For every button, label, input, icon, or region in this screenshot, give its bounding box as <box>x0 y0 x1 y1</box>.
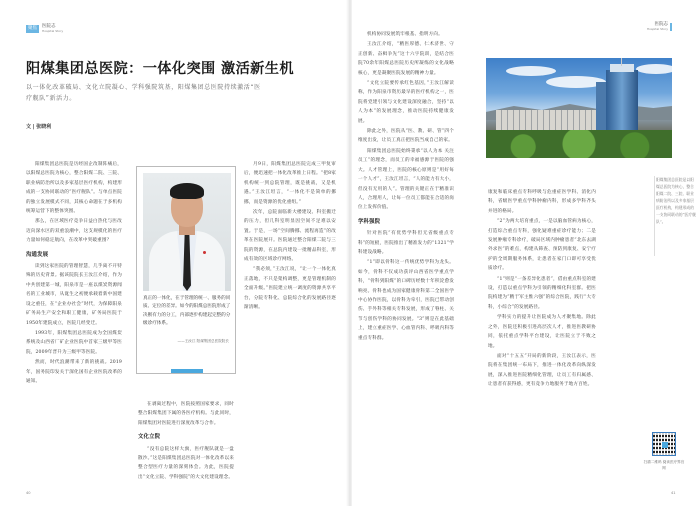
sidenote-divider <box>654 176 655 256</box>
paragraph: 机构协同发展筑牢根基、指明方向。 <box>367 32 443 37</box>
article-title: 阳煤集团总医院：一体化突围 激活新生机 <box>26 61 294 77</box>
section-sublabel: Hospital Story <box>646 27 668 31</box>
paragraph: 月9日，阳煤集团总医院完成三甲复审后，便迅速把一体化改革推上日程。“把8家机构统一到总院管理，既是挑战，又是机遇。”王汝江坦言，“一体化不是简单的挪挪，而是资源的优化重组。” <box>244 162 336 205</box>
section-label-text: 医院志 <box>42 24 56 29</box>
left-column-1 <box>26 160 122 387</box>
paragraph: 然而，时代浪潮带来了新的挑战。2019年，国务院印发关于深化国有企业医院改革的通知。 <box>26 360 122 384</box>
portrait-hair <box>170 183 204 199</box>
pull-quote-attribution: ——王汝江 阳煤集团总医院院长 <box>177 339 229 343</box>
pull-quote-text: 真正的一体化，在于管理的统一、服务的同质、定位的差异。如今的阳煤总医院形成了决断有力的分工，内部逐步构建起完整的分级诊疗体系。 <box>143 296 231 327</box>
left-column-2 <box>138 400 234 483</box>
qr-logo-icon <box>662 442 668 448</box>
accent-bar <box>171 369 203 373</box>
paragraph: 阳煤集团总医院始终秉承“以人为本 关注员工”的理念，而员工的幸福感源于医院的强大。人才管理上，医院的核心原则是“用好每一个人才”，王汝江坦言，“人的能力有大小，但没有无用的人”。管理的关键正在于精准识人，合理用人，让每一位员工都能在合适的岗位上发挥价值。 <box>358 148 454 211</box>
antenna <box>621 58 622 66</box>
right-page <box>352 0 700 506</box>
tower-top <box>610 64 634 72</box>
section-sublabel: Hospital Story <box>42 29 64 33</box>
page-number-left: 40 <box>26 491 31 495</box>
paragraph: 针对医院“有优势学科但无省级重点专科”的短板，医院推出了精准发力的“1321”学科建设战略。 <box>358 231 454 255</box>
section-label <box>42 24 63 34</box>
paragraph: 王汝江介绍，“精医厚德、仁术济世、守正创新、奋楫争先”这十六字院训，是结合医院70余年阳煤总医院历史所凝练的文化战略核心，更是凝聚医院发展的精神力量。 <box>358 42 454 76</box>
qr-code[interactable] <box>652 432 676 456</box>
paragraph: “1”即以骨科这一传统优势学科为龙头。如今，骨科不仅成功获评山西省医学重点学科，“骨科到阳煤”的口碑历经数十年积淀愈发响亮。骨科也成为国家健康骨科第二全国医学中心协作医院，以骨科为牵引，医院已带动创伤、手外科等相关专科发展，形成了脊柱、关节与创伤学科的协同发展。“3”则是在此基础上，建立重症医学、心血管内科、呼吸内科等重点专科群。 <box>358 260 454 341</box>
hospital-photo <box>486 58 672 158</box>
paragraph: 学科实力的提升让医院成为人才聚集地。除此之外，医院还积极引进高层次人才，推进医教研协同，依托重点学科平台建设，让医院立于不败之地。 <box>488 315 596 349</box>
paragraph: 除此之外，医院从“医、教、研、管”四个维度出发，让员工真正把医院当成自己的家。 <box>358 129 454 144</box>
left-column-3 <box>244 160 336 314</box>
paragraph: 在剥离过程中，医院按照国家要求，同时整合阳煤集团下属的各医疗机构。与此同时，阳煤集团对医院进行深度改革与合作。 <box>138 402 234 426</box>
article-byline: 文 | 张晓利 <box>26 124 52 130</box>
cloud <box>506 66 556 76</box>
portrait-pin <box>203 251 206 254</box>
section-header-left <box>26 24 63 34</box>
paragraph: “文化立院要传承红色基因，”王汝江解读称，作为阳泉市资历最早的医疗机构之一，医院将党建引领与文化建设深度融合，坚持“以人为本”的发展理念，推动医院持续健康发展。 <box>358 81 454 124</box>
trees <box>486 130 672 158</box>
right-column-2 <box>488 188 596 391</box>
section-heading: 学科强院 <box>358 218 381 225</box>
section-label <box>647 22 668 32</box>
article-lead: 以一体化改革破局、文化立院凝心、学科强院筑基，阳煤集团总医院持续激活“医疗舰队”新活力。 <box>26 84 261 102</box>
sidenote: 阳煤集团总医院是以阳煤总医院为核心，整合阳煤二院、三院、职业病防治所以及多家基层医疗机构，构建形成的一支协同联动的“医疗舰队”。 <box>656 177 696 224</box>
section-badge: 聚焦 <box>28 26 37 31</box>
section-heading: 文化立院 <box>138 434 161 441</box>
cloud <box>636 64 672 74</box>
portrait-photo <box>143 173 231 291</box>
paragraph: 康复和临床重点专科呼吸与危重症医学科、消化内科，省级医学重点学科肿瘤内科，形成多学科齐头并进的格局。 <box>488 190 596 214</box>
paragraph: “1”则是“一条差异化患者”，借由重点科室的建设，打造以重点学科为引领的精细化科室群。把医院构建为“精于军主惟六强”的综合医院，践行“大专科，小综合”的发展路径。 <box>488 276 596 310</box>
page-number-right: 41 <box>671 491 676 495</box>
paragraph: “我必须，”王汝江说，“让一个一体化真正落地，不只是架构调整，更是管理机制的全面升级。”医院建立统一调度的资源共享平台，分院专科化、总院综合化的发展路径逐渐清晰。 <box>244 267 336 311</box>
section-heading: 沟通发展 <box>26 251 49 258</box>
section-header-right <box>647 22 672 32</box>
paragraph: 那么，在区域医疗竞争日益白热化与医改迈向深水区的双重浪潮中，这支规模化的医疗力量如何稳定航向，在改革中突破重围？ <box>26 219 122 244</box>
paragraph: 读到这家医院的管理智慧，几乎离不开特殊的历史背景。据该院院长王汝江介绍，作为中共创建第一城，阳泉市是一座以煤炭资源闻名的工业城市，从诞生之初便承载着新中国建设之重任，在“企业办社会”时代，为保障阳泉矿务局生产安全和职工健康，矿务局医院于1950年建院成立，医院几经变迁。 <box>26 264 122 326</box>
section-label-text: 医院志 <box>654 22 668 27</box>
right-column-1 <box>358 30 454 344</box>
paragraph: 次年，总院面临新大楼建设、科室搬迁的压力，但几科室明显因空间不足难以安置。于是，一场“空间腾挪、流程再造”的改革在医院展开。医院通过整合阳煤二院与三院的资源，在总院内建设一批精品科室，形成有效的区域诊疗网络。 <box>244 210 336 263</box>
paragraph: 面对“十五五”开局的新阶段，王汝江表示，医院将在集团统一布局下，推进一体化改革向纵深发展，深入推进医院精细化管理，让员工有归属感、让患者有获得感，更有竞争力地服务于地方百姓。 <box>488 353 596 388</box>
qr-caption: 扫描二维码 阅读医疗界官网 <box>643 460 685 470</box>
left-page <box>0 0 348 506</box>
paragraph: “没有总院这样大旗，医疗舰队就是一盘散沙。”这是阳煤集团总医院对一体化改革以来整合型医疗力量的深刻体会。为此，医院提出“文化立院、学科强院”的大文化建设理念。 <box>138 446 234 480</box>
pull-quote-box <box>136 166 236 374</box>
accent-bar <box>670 23 672 31</box>
paragraph: 阳煤集团总医院是历经国企改制阵痛后，以阳煤总医院为核心，整合阳煤二院、三院、职业病防治所以及多家基层医疗机构，构建形成的一支协同联动的“医疗舰队”。与单点医院的独立发展模式不同，其核心命题在于多机构统筹运营下的整体突围。 <box>26 162 122 215</box>
paragraph: 1993年，阳煤集团总医院成为全国煤炭系统及山西省厂矿企业医院中首家三级甲等医院，2009年晋升为三级甲等医院。 <box>26 330 122 355</box>
paragraph: “2”为两大培育重点，一是以脑血管病为核心，打造综合重点专科，强化疑难重症诊疗能力；二是发展肿瘤专科诊疗，破局区域内肿瘤患者“北东去湖外求医”的难点，构建从筛查、预防到康复、安宁疗护的全周期服务体系，让患者在家门口即可享受优质诊疗。 <box>488 219 596 272</box>
